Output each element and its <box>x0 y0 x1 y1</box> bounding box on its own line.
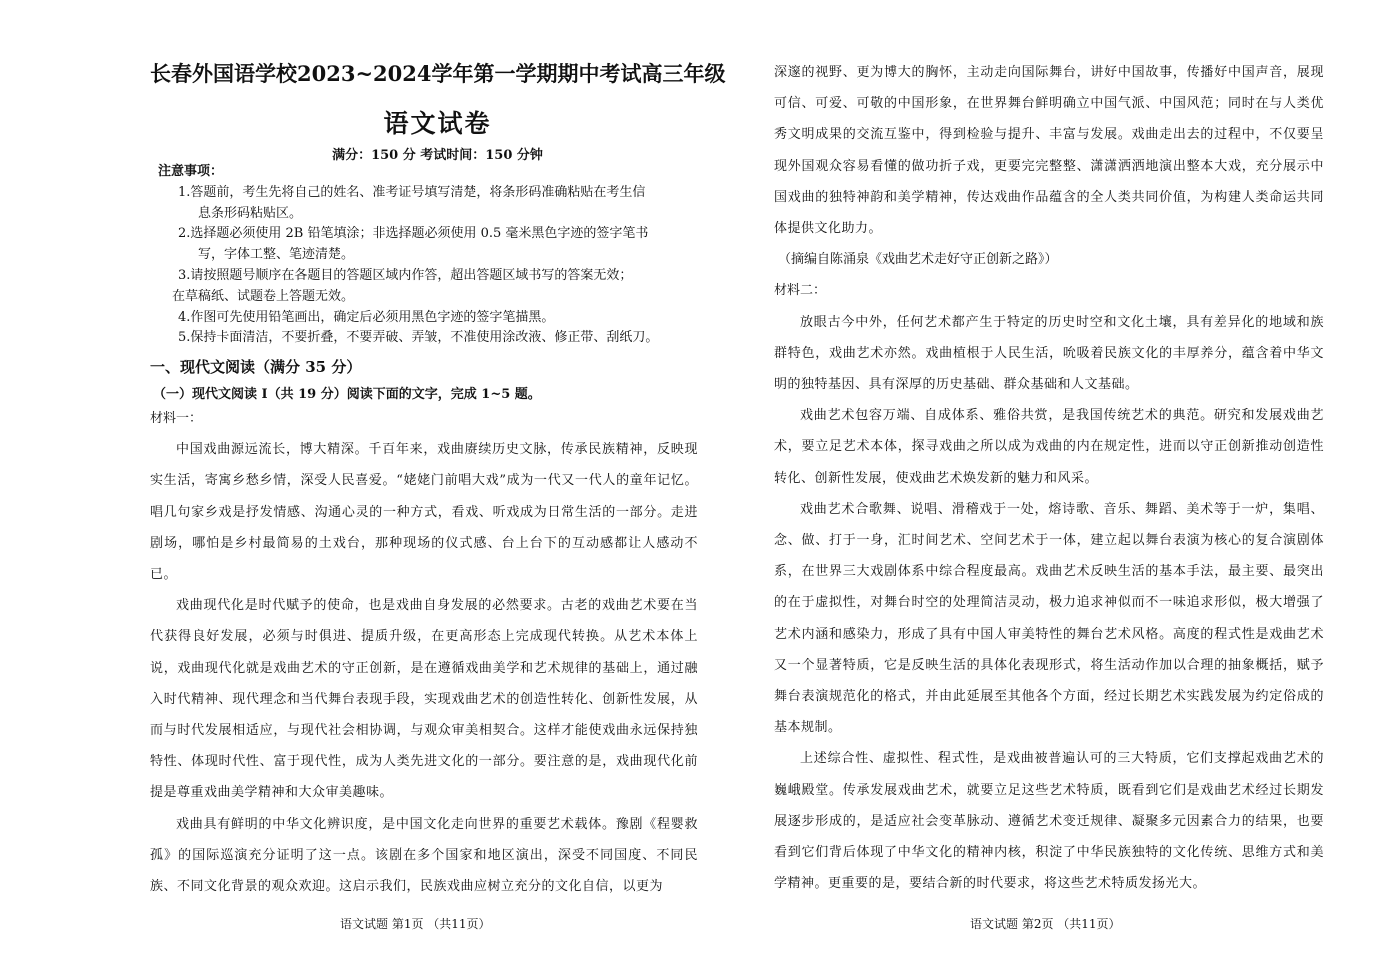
exam-subtitle: 语文试卷 <box>383 109 492 138</box>
exam-title: 长春外国语学校2023~2024学年第一学期期中考试高三年级 <box>150 61 726 86</box>
section-heading: 一、现代文阅读（满分 35 分） <box>150 358 362 376</box>
note-line: 5.保持卡面清洁，不要折叠，不要弄破、弄皱，不准使用涂改液、修正带、刮纸刀。 <box>178 330 659 346</box>
page-footer: 语文试题 第2页 （共11页） <box>970 917 1121 931</box>
paragraph: 戏曲艺术合歌舞、说唱、滑稽戏于一处，熔诗歌、音乐、舞蹈、美术等于一炉，集唱、念、做、打于一身，汇时间艺术、空间艺术于一体，建立起以舞台表演为核心的复合演剧体系，在世界三大戏剧体系中综合程度最高。戏曲艺术反映生活的基本手法，最主要、最突出的在于虚拟性，对舞台时空的处理简洁灵动，极力追求神似而不一味追求形似，极大增强了艺术内涵和感染力，形成了具有中国人审美特性的舞台艺术风格。高度的程式性是戏曲艺术又一个显著特质，它是反映生活的具体化表现形式，将生活动作加以合理的抽象概括，赋予舞台表演规范化的格式，并由此延展至其他各个方面，经过长期艺术实践发展为约定俗成的基本规制。 <box>774 501 1324 736</box>
paragraph: 戏曲艺术包容万端、自成体系、雅俗共赏，是我国传统艺术的典范。研究和发展戏曲艺术，要立足艺术本体，探寻戏曲之所以成为戏曲的内在规定性，进而以守正创新推动创造性转化、创新性发展，使戏曲艺术焕发新的魅力和风采。 <box>774 408 1324 486</box>
material-one <box>150 403 698 902</box>
note-line: 3.请按照题号顺序在各题目的答题区域内作答，超出答题区域书写的答案无效； <box>178 267 633 283</box>
source-citation: （摘编自陈涌泉《戏曲艺术走好守正创新之路》） <box>778 252 1058 268</box>
paragraph: 中国戏曲源远流长，博大精深。千百年来，戏曲赓续历史文脉，传承民族精神，反映现实生活，寄寓乡愁乡情，深受人民喜爱。“姥姥门前唱大戏”成为一代又一代人的童年记忆。唱几句家乡戏是抒发情感、沟通心灵的一种方式，看戏、听戏成为日常生活的一部分。走进剧场，哪怕是乡村最简易的土戏台，那种现场的仪式感、台上台下的互动感都让人感动不已。 <box>150 442 698 583</box>
note-line: 4.作图可先使用铅笔画出，确定后必须用黑色字迹的签字笔描黑。 <box>178 309 555 325</box>
paragraph: 放眼古今中外，任何艺术都产生于特定的历史时空和文化土壤，具有差异化的地域和族群特色，戏曲艺术亦然。戏曲植根于人民生活，吮吸着民族文化的丰厚养分，蕴含着中华文明的独特基因、具有深厚的历史基础、群众基础和人文基础。 <box>774 314 1324 393</box>
subsection-heading: （一）现代文阅读 I（共 19 分）阅读下面的文字，完成 1~5 题。 <box>153 387 541 402</box>
note-line: 1.答题前，考生先将自己的姓名、准考证号填写清楚，将条形码准确粘贴在考生信 <box>178 184 646 200</box>
paragraph: 深邃的视野、更为博大的胸怀，主动走向国际舞台，讲好中国故事，传播好中国声音，展现可信、可爱、可敬的中国形象，在世界舞台鲜明确立中国气派、中国风范；同时在与人类优秀文明成果的交流互鉴中，得到检验与提升、丰富与发展。戏曲走出去的过程中，不仅要呈现外国观众容易看懂的做功折子戏，更要完完整整、潇潇洒洒地演出整本大戏，充分展示中国戏曲的独特神韵和美学精神，传达戏曲作品蕴含的全人类共同价值，为构建人类命运共同体提供文化助力。 <box>774 65 1324 237</box>
paragraph: 戏曲具有鲜明的中华文化辨识度，是中国文化走向世界的重要艺术载体。豫剧《程婴救孤》的国际巡演充分证明了这一点。该剧在多个国家和地区演出，深受不同国度、不同民族、不同文化背景的观众欢迎。这启示我们，民族戏曲应树立充分的文化自信，以更为 <box>150 816 698 895</box>
score-time-line: 满分：150 分 考试时间：150 分钟 <box>332 148 543 163</box>
material-label: 材料二： <box>774 283 827 299</box>
paragraph: 戏曲现代化是时代赋予的使命，也是戏曲自身发展的必然要求。古老的戏曲艺术要在当代获得良好发展，必须与时俱进、提质升级，在更高形态上完成现代转换。从艺术本体上说，戏曲现代化就是戏曲艺术的守正创新，是在遵循戏曲美学和艺术规律的基础上，通过融入时代精神、现代理念和当代舞台表现手段，实现戏曲艺术的创造性转化、创新性发展，从而与时代发展相适应，与现代社会相协调，与观众审美相契合。这样才能使戏曲永远保持独特性、体现时代性、富于现代性，成为人类先进文化的一部分。要注意的是，戏曲现代化前提是尊重戏曲美学精神和大众审美趣味。 <box>150 598 698 801</box>
notes-block <box>158 162 703 349</box>
paragraph: 上述综合性、虚拟性、程式性，是戏曲被普遍认可的三大特质，它们支撑起戏曲艺术的巍峨殿堂。传承发展戏曲艺术，就要立足这些艺术特质，既看到它们是戏曲艺术经过长期发展逐步形成的，是适应社会变革脉动、遵循艺术变迁规律、凝聚多元因素合力的结果，也要看到它们背后体现了中华文化的精神内核，积淀了中华民族独特的文化传统、思维方式和美学精神。更重要的是，要结合新的时代要求，将这些艺术特质发扬光大。 <box>774 751 1324 892</box>
note-line: 2.选择题必须使用 2B 铅笔填涂；非选择题必须使用 0.5 毫米黑色字迹的签字笔书 <box>178 226 649 242</box>
page-footer: 语文试题 第1页 （共11页） <box>340 917 491 931</box>
notes-heading: 注意事项： <box>158 164 224 179</box>
page-2 <box>774 0 1324 971</box>
note-line: 息条形码粘贴区。 <box>198 205 303 221</box>
page-1 <box>150 0 726 971</box>
material-label: 材料一： <box>150 411 203 426</box>
note-line: 写，字体工整、笔迹清楚。 <box>198 247 355 263</box>
material-continuation <box>774 57 1324 899</box>
note-line: 在草稿纸、试题卷上答题无效。 <box>172 288 355 304</box>
